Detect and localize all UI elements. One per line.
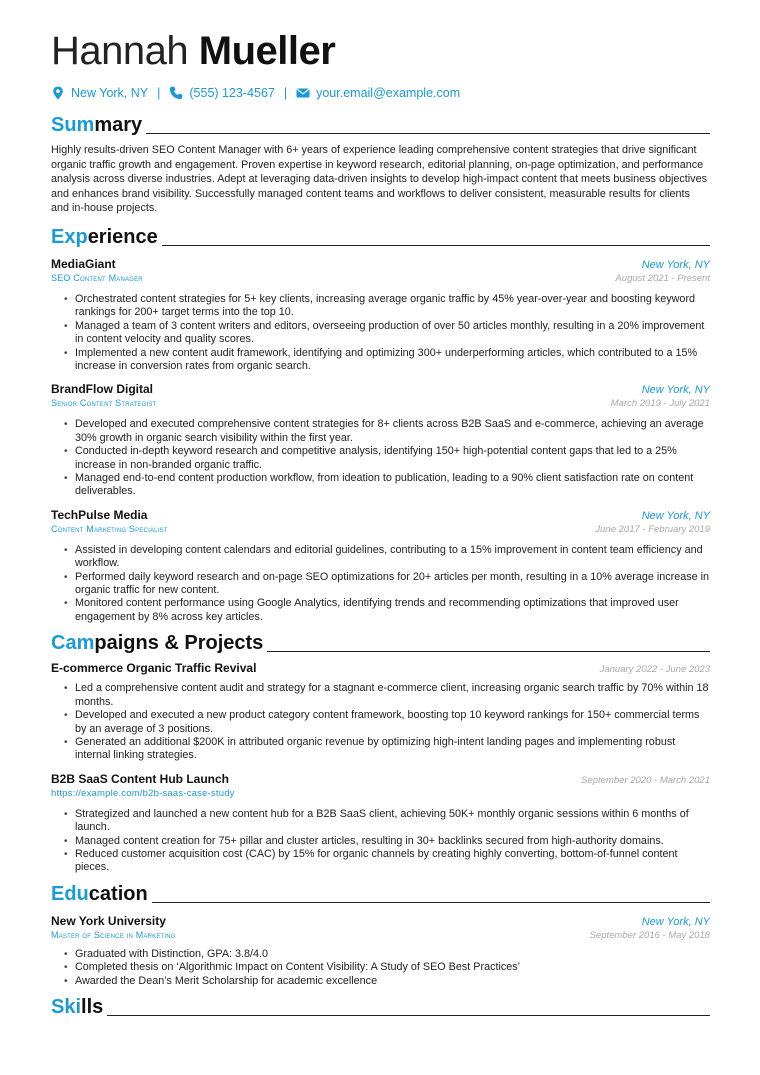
last-name: Mueller — [198, 29, 336, 73]
section-title: Summary — [51, 114, 143, 136]
first-name: Hannah — [51, 29, 189, 73]
contact-separator: | — [283, 86, 288, 100]
project-title: E-commerce Organic Traffic Revival — [51, 661, 257, 676]
bullet-list — [51, 418, 710, 498]
education-entry — [51, 914, 710, 988]
school-name: New York University — [51, 913, 166, 928]
bullet-list — [51, 293, 710, 373]
section-title: Skills — [51, 995, 104, 1018]
date-range: January 2022 - June 2023 — [599, 664, 710, 676]
org-location: New York, NY — [641, 509, 710, 522]
summary-text: Highly results-driven SEO Content Manager with 6+ years of experience leading comprehensive content strategies that drive significant organic traffic growth and engagement. Proven expertise in keyword research, editorial planning, on-page optimization, and performance analysis across diverse industries. Adept at leveraging data-driven insights to develop high-impact content that meets business objectives and enhances brand visibility. Successfully managed content teams and workflows to deliver consistent, measurable results for clients and in-house projects. — [51, 144, 707, 215]
section-title: Experience — [51, 225, 158, 248]
date-range: September 2020 - March 2021 — [581, 774, 710, 786]
phone-text: (555) 123-4567 — [189, 86, 275, 100]
list-item: • Orchestrated content strategies for 5+ key clients, increasing average organic traffic by 45% year-over-year and boosting keyword rankings for 200+ target terms into the top 10. — [75, 293, 710, 320]
section-rule — [267, 651, 710, 652]
list-item: • Managed content creation for 75+ pillar and cluster articles, resulting in 30+ backlinks secured from high-authority domains. — [75, 835, 710, 848]
date-range: June 2017 - February 2019 — [595, 523, 710, 535]
org-name: TechPulse Media — [51, 507, 148, 522]
section-title: Education — [51, 882, 148, 905]
list-item: • Developed and executed comprehensive content strategies for 8+ clients across B2B SaaS and e-commerce, achieving an average 30% growth in organic search visibility within the first year. — [75, 418, 710, 445]
section-summary — [51, 112, 710, 136]
project-entry — [51, 772, 710, 875]
date-range: September 2016 - May 2018 — [589, 929, 710, 941]
project-entry — [51, 661, 710, 762]
org-name: BrandFlow Digital — [51, 382, 153, 397]
list-item: • Generated an additional $200K in attributed organic revenue by optimizing high-intent landing pages and implementing robust internal linking strategies. — [75, 736, 710, 763]
phone-icon — [169, 86, 183, 100]
section-education — [51, 881, 710, 905]
job-title: SEO Content Manager — [51, 272, 143, 283]
section-projects — [51, 630, 710, 654]
list-item: • Completed thesis on ‘Algorithmic Impact on Content Visibility: A Study of SEO Best Practices’ — [75, 961, 710, 974]
list-item: • Implemented a new content audit framework, identifying and optimizing 300+ underperforming articles, which contributed to a 15% increase in conversion rates from organic search. — [75, 347, 710, 374]
list-item: • Awarded the Dean’s Merit Scholarship for academic excellence — [75, 975, 710, 988]
list-item: • Reduced customer acquisition cost (CAC) by 15% for organic channels by creating highly converting, bottom-of-funnel content pieces. — [75, 848, 710, 875]
email-link[interactable]: your.email@example.com — [316, 86, 461, 100]
map-marker-icon — [51, 86, 65, 100]
list-item: • Monitored content performance using Google Analytics, identifying trends and recommending optimizations that improved user engagement by 8% across key articles. — [75, 597, 710, 624]
bullet-list — [51, 682, 710, 762]
bullet-list — [51, 948, 710, 988]
section-rule — [152, 902, 710, 903]
section-rule — [162, 245, 710, 246]
candidate-name — [51, 28, 710, 74]
job-title: Content Marketing Specialist — [51, 523, 168, 534]
org-name: MediaGiant — [51, 256, 116, 271]
list-item: • Developed and executed a new product category content framework, boosting top 10 keyword rankings for 150+ commercial terms by an average of 3 positions. — [75, 709, 710, 736]
list-item: • Assisted in developing content calendars and editorial guidelines, contributing to a 15% improvement in content team efficiency and workflow. — [75, 544, 710, 571]
job-title: Senior Content Strategist — [51, 398, 157, 409]
degree: Master of Science in Marketing — [51, 929, 176, 940]
project-link[interactable]: https://example.com/b2b-saas-case-study — [51, 787, 235, 799]
date-range: March 2019 - July 2021 — [610, 398, 710, 410]
list-item: • Performed daily keyword research and on-page SEO optimizations for 20+ articles per month, resulting in a 10% average increase in organic traffic for new content. — [75, 571, 710, 598]
project-title: B2B SaaS Content Hub Launch — [51, 771, 230, 786]
list-item: • Conducted in-depth keyword research and competitive analysis, identifying 150+ high-potential content gaps that led to a 25% increase in non-branded organic traffic. — [75, 445, 710, 472]
experience-entry — [51, 508, 710, 624]
section-rule — [107, 1015, 710, 1016]
section-skills — [51, 994, 710, 1018]
section-rule — [146, 133, 710, 134]
list-item: • Led a comprehensive content audit and strategy for a stagnant e-commerce client, increasing organic search traffic by 70% within 18 months. — [75, 682, 710, 709]
section-experience — [51, 224, 710, 248]
contact-bar — [51, 84, 710, 102]
experience-entry — [51, 382, 710, 498]
school-location: New York, NY — [641, 915, 710, 928]
list-item: • Managed a team of 3 content writers and editors, overseeing production of over 50 articles monthly, resulting in a 20% improvement in content velocity and quality scores. — [75, 320, 710, 347]
bullet-list — [51, 808, 710, 875]
section-title: Campaigns & Projects — [51, 632, 264, 655]
envelope-icon — [296, 86, 310, 100]
location-text: New York, NY — [71, 86, 149, 100]
experience-entry — [51, 257, 710, 373]
date-range: August 2021 - Present — [615, 272, 710, 284]
contact-separator: | — [157, 86, 161, 100]
org-location: New York, NY — [641, 258, 710, 271]
org-location: New York, NY — [641, 384, 710, 397]
resume-page — [51, 28, 710, 1018]
bullet-list — [51, 544, 710, 624]
list-item: • Graduated with Distinction, GPA: 3.8/4.0 — [75, 948, 710, 961]
list-item: • Strategized and launched a new content hub for a B2B SaaS client, achieving 50K+ monthly organic sessions within 6 months of launch. — [75, 808, 710, 835]
list-item: • Managed end-to-end content production workflow, from ideation to publication, leading to a 90% client satisfaction rate on content deliverables. — [75, 472, 710, 499]
